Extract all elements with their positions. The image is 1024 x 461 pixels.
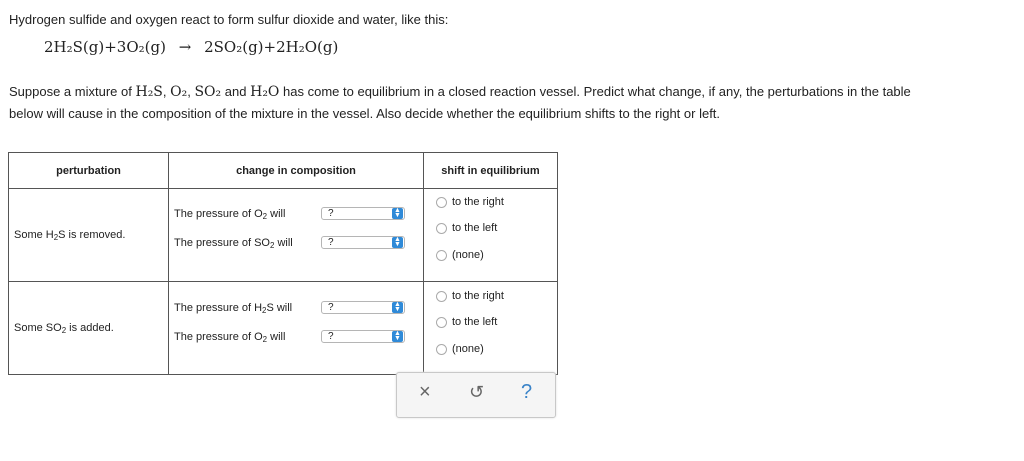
radio-circle-icon[interactable] xyxy=(436,223,447,234)
intro-text: Hydrogen sulfide and oxygen react to form sulfur dioxide and water, like this: xyxy=(9,12,449,27)
radio-circle-icon[interactable] xyxy=(436,197,447,208)
species-o2: O₂ xyxy=(170,84,188,100)
question-paragraph: Suppose a mixture of H₂S, O₂, SO₂ and H₂O has come to equilibrium in a closed reaction vessel. Predict what change, if any, the perturbations in the table below will cause in the composition of the mixture in the vessel. Also decide whether the equilibrium shifts to the right or left. xyxy=(9,84,911,121)
help-icon[interactable]: ? xyxy=(521,381,533,403)
radio-right[interactable]: to the right xyxy=(436,290,504,302)
change-cell xyxy=(169,189,424,282)
radio-circle-icon[interactable] xyxy=(436,344,447,355)
radio-circle-icon[interactable] xyxy=(436,291,447,302)
header-change: change in composition xyxy=(169,153,424,189)
species-so2: SO₂ xyxy=(194,84,222,100)
radio-left[interactable]: to the left xyxy=(436,222,497,234)
paragraph-text: and xyxy=(224,84,247,99)
change-label: The pressure of $H_2S$ will xyxy=(174,302,293,315)
equation-products: 2SO₂(g)+2H₂O(g) xyxy=(204,38,339,56)
undo-icon[interactable]: ↺ xyxy=(469,382,485,402)
change-select[interactable]: ? ▲ ▼ xyxy=(321,301,405,314)
radio-right[interactable]: to the right xyxy=(436,196,504,208)
change-label: The pressure of $O_2$ will xyxy=(174,208,286,221)
change-select[interactable]: ? ▲ ▼ xyxy=(321,236,405,249)
paragraph-text: has come to equilibrium in a closed reaction vessel. Predict what change, if any, the perturbations in the table xyxy=(283,84,911,99)
species-h2s: H₂S xyxy=(135,84,163,100)
perturbation-cell: Some $SO_2$ is added. xyxy=(9,282,169,375)
chemical-equation xyxy=(44,38,338,56)
radio-circle-icon[interactable] xyxy=(436,250,447,261)
equation-reactants: 2H₂S(g)+3O₂(g) xyxy=(44,38,166,56)
change-cell xyxy=(169,282,424,375)
chevron-updown-icon: ▲ ▼ xyxy=(392,237,403,248)
chevron-updown-icon: ▲ ▼ xyxy=(392,302,403,313)
change-label: The pressure of $O_2$ will xyxy=(174,331,286,344)
equation-arrow: → xyxy=(178,38,192,56)
table-row xyxy=(9,189,558,282)
table-row xyxy=(9,282,558,375)
shift-cell xyxy=(424,189,558,282)
close-icon[interactable]: × xyxy=(419,381,431,403)
table-header-row xyxy=(9,153,558,189)
perturbation-table xyxy=(8,152,558,375)
change-label: The pressure of $SO_2$ will xyxy=(174,237,293,250)
paragraph-text: below will cause in the composition of the mixture in the vessel. Also decide whether the equilibrium shifts to the right or left. xyxy=(9,106,721,121)
species-h2o: H₂O xyxy=(250,84,280,100)
radio-none[interactable]: (none) xyxy=(436,249,484,261)
shift-cell xyxy=(424,282,558,375)
header-perturbation: perturbation xyxy=(9,153,169,189)
chevron-updown-icon: ▲ ▼ xyxy=(392,331,403,342)
change-select[interactable]: ? ▲ ▼ xyxy=(321,330,405,343)
radio-none[interactable]: (none) xyxy=(436,343,484,355)
paragraph-text: Suppose a mixture of xyxy=(9,84,132,99)
header-shift: shift in equilibrium xyxy=(424,153,558,189)
perturbation-cell: Some $H_2S$ is removed. xyxy=(9,189,169,282)
change-select[interactable]: ? ▲ ▼ xyxy=(321,207,405,220)
radio-circle-icon[interactable] xyxy=(436,317,447,328)
radio-left[interactable]: to the left xyxy=(436,316,497,328)
chevron-updown-icon: ▲ ▼ xyxy=(392,208,403,219)
answer-toolbar xyxy=(396,372,556,418)
